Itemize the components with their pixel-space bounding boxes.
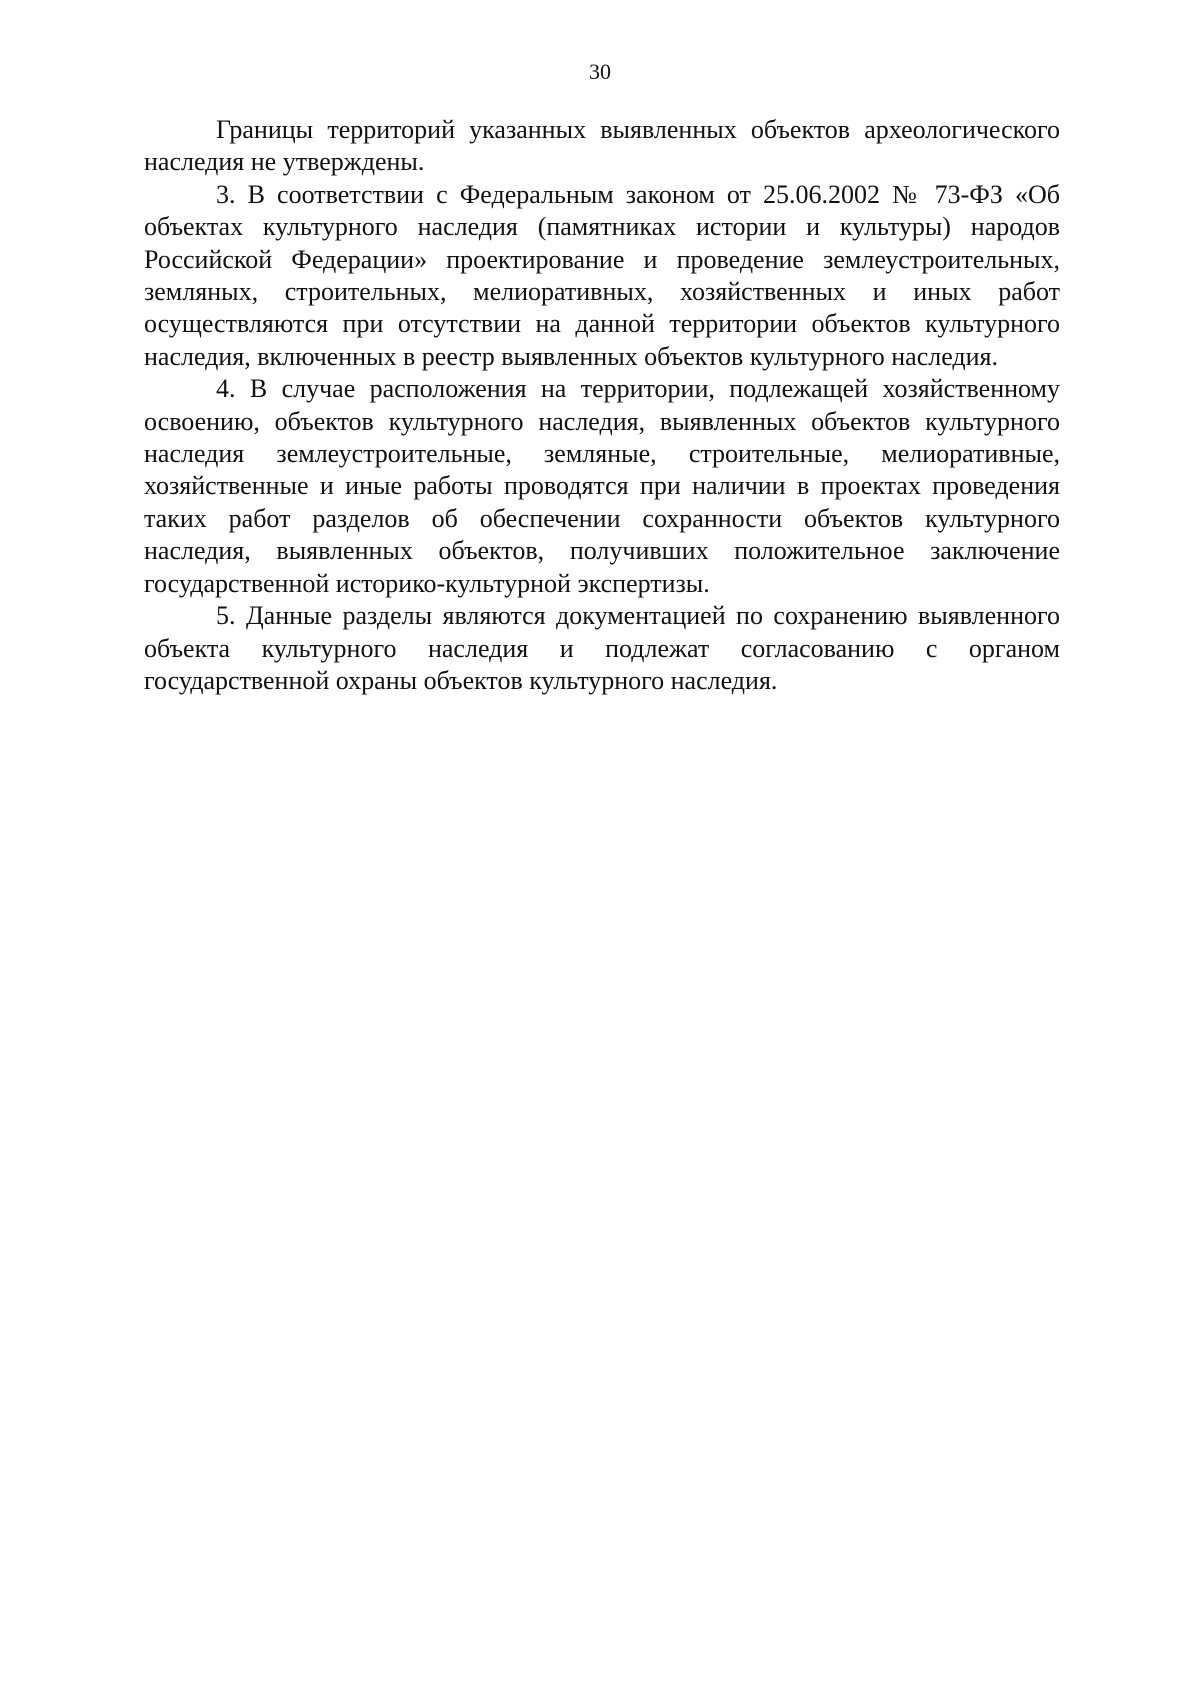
- page-number: 30: [589, 59, 611, 84]
- paragraph-5-documentation: 5. Данные разделы являются документацией по сохранению выявленного объекта культурного наследия и подлежат согласованию с органом государственной охраны объектов культурного наследия.: [144, 601, 1060, 695]
- paragraph-3-federal-law: 3. В соответствии с Федеральным законом от 25.06.2002 № 73-ФЗ «Об объектах культурного наследия (памятниках истории и культуры) народов Российской Федерации» проектирование и проведение землеустроительных, земляных, строительных, мелиоративных, хозяйственных и иных работ осуществляются при отсутствии на данной территории объектов культурного наследия, включенных в реестр выявленных объектов культурного наследия.: [144, 179, 1060, 371]
- paragraph-boundaries: Границы территорий указанных выявленных объектов археологического наследия не утверждены.: [144, 115, 1060, 177]
- paragraph-4-economic-development: 4. В случае расположения на территории, подлежащей хозяйственному освоению, объектов культурного наследия, выявленных объектов культурного наследия землеустроительные, земляные, строительные, мелиоративные, хозяйственные и иные работы проводятся при наличии в проектах проведения таких работ разделов об обеспечении сохранности объектов культурного наследия, выявленных объектов, получивших положительное заключение государственной историко-культурной экспертизы.: [144, 374, 1060, 598]
- document-body: [144, 114, 1060, 697]
